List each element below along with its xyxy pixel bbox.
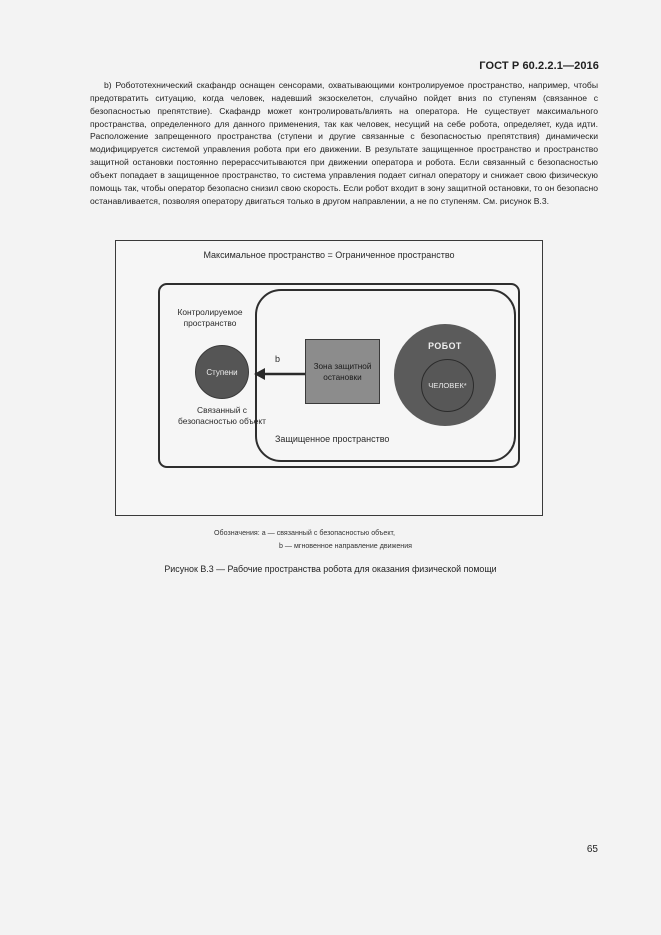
human-label: ЧЕЛОВЕК* — [428, 381, 467, 390]
standard-header: ГОСТ Р 60.2.2.1—2016 — [479, 60, 599, 72]
figure-workspaces — [115, 240, 543, 516]
maximum-space-label: Максимальное пространство = Ограниченное пространство — [203, 250, 455, 260]
associated-object-label: Связанный с безопасностью объект — [178, 405, 266, 426]
stop-zone-label: Зона защитной остановки — [313, 361, 372, 382]
human-circle — [421, 359, 474, 412]
figure-legend — [214, 527, 412, 552]
robot-label: РОБОТ — [428, 341, 462, 351]
legend-line-b: b — мгновенное направление движения — [279, 541, 413, 550]
robot-circle — [394, 324, 496, 426]
controlled-space-label: Контролируемое пространство — [177, 307, 243, 328]
protected-space-label: Защищенное пространство — [275, 434, 390, 444]
figure-caption: Рисунок В.3 — Рабочие пространства робота для оказания физической помощи — [164, 564, 497, 574]
body-paragraph: b) Робототехнический скафандр оснащен сенсорами, охватывающими контролируемое пространство, например, чтобы предотвратить ситуацию, когда человек, надевший экзоскелетон, случайно пойдет вниз по ступеням (связанное с безопасностью препятствие). Скафандр может контролировать/влиять на оператора. Не существует максимального пространства, определенного для данного применения, так как человек, несущий на себе робота, определяет, куда идти. Расположение запрещенного пространства (ступени и другие связанные с безопасностью препятствия) динамически модифицируется системой управления робота при его движении. В результате защищенное пространство и пространство защитной остановки постоянно перерассчитываются при движении оператора и робота. Если связанный с безопасностью объект попадает в защищенное пространство, то система управления подает сигнал оператору и снижает свою физическую помощь так, чтобы оператор безопасно снизил свою скорость. Если робот входит в зону защитной остановки, то он безопасно останавливается, позволяя оператору двигаться только в другом направлении, а не по ступеням. См. рисунок В.3. — [90, 80, 598, 206]
page-number: 65 — [586, 844, 598, 855]
protective-stop-zone — [305, 339, 380, 404]
motion-direction-label: b — [275, 354, 281, 364]
steps-circle — [195, 345, 249, 399]
legend-line-a: Обозначения: a — связанный с безопасностью объект, — [214, 529, 395, 537]
steps-label: Ступени — [206, 367, 238, 377]
